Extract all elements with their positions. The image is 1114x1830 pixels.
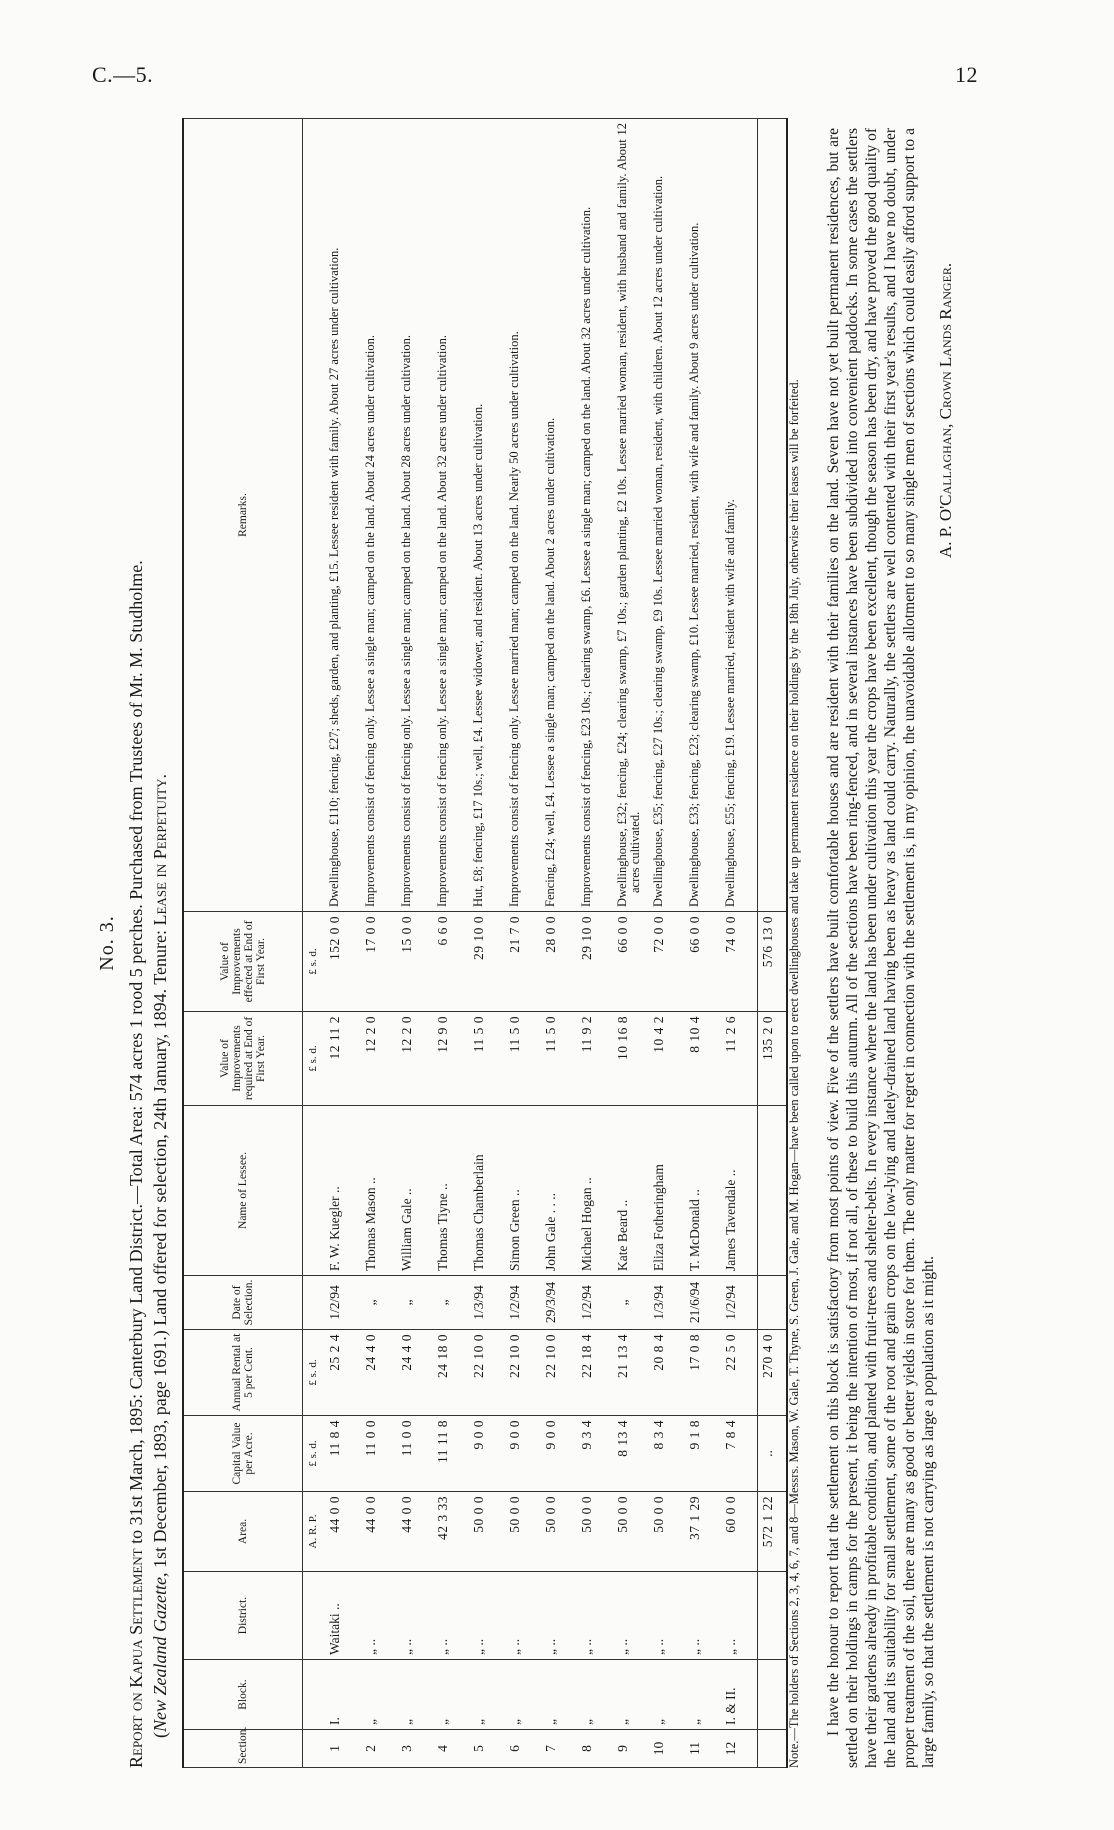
cell-eff: 66 0 0 [685,912,721,1012]
report-body: I have the honour to report that the settlement on this block is satisfactory from most points of view. Five of the settlers have built comfortable houses and are resident with their families on the land. Seven have not yet built permanent residences, but are settled on their holdings in camps for the present, it being the intention of most, if not all, of these to build this autumn. All of the sections have been ring-fenced, and in several instances have been subdivided into convenient paddocks. In some cases the settlers have their gardens already in profitable condition, and planted with fruit-trees and shelter-belts. In every instance where the land has been under cultivation this year the crops have been excellent, though the season has been dry, and have proved the good quality of the land and its suitability for small settlement, some of the root and grain crops on the low-lying and lately-drained land having been as heavy as land could carry. Naturally, the settlers are well contented with their first year's results, and I have no doubt, under proper treatment of the soil, there are many as good or better yields in store for them. The only matter for regret in connection with the settlement is, in my opinion, the unavoidable allotment to so many single men of sections which could easily afford support to a large family, so that the settlement is not carrying as large a population as it might. [825,128,937,1768]
table-row [361,119,397,1768]
cell-capital: 11 0 0 [397,1416,433,1492]
cell-eff: 152 0 0 [325,912,361,1012]
cell-lessee: Thomas Mason .. [361,1106,397,1276]
cell-district: „ .. [397,1572,433,1660]
cell-rental: 22 18 4 [577,1330,613,1416]
units-row [303,119,326,1768]
total-empty [758,1730,788,1768]
cell-date: „ [397,1276,433,1330]
cell-date: 1/3/94 [649,1276,685,1330]
total-rental: 270 4 0 [758,1330,788,1416]
total-area: 572 1 22 [758,1492,788,1572]
cell-section: 11 [685,1730,721,1768]
cell-area: 50 0 0 [577,1492,613,1572]
report-label: Report on Kapua Settlement [126,1548,146,1768]
eff-units: £ s. d. [303,912,326,1012]
cell-section: 2 [361,1730,397,1768]
cell-remarks: Improvements consist of fencing only. Lessee a single man; camped on the land. About 32 acres under cultivation. [433,119,469,912]
total-empty [758,1572,788,1660]
page-reference: C.—5. [92,62,154,87]
cell-date: 1/2/94 [325,1276,361,1330]
cell-capital: 8 13 4 [613,1416,649,1492]
cell-date: „ [613,1276,649,1330]
cell-area: 60 0 0 [721,1492,758,1572]
table-row [685,119,721,1768]
cell-capital: 9 0 0 [505,1416,541,1492]
total-eff: 576 13 0 [758,912,788,1012]
cell-rental: 21 13 4 [613,1330,649,1416]
cell-eff: 66 0 0 [613,912,649,1012]
cell-area: 50 0 0 [469,1492,505,1572]
cell-date: 1/3/94 [469,1276,505,1330]
cell-date: 1/2/94 [505,1276,541,1330]
req-units: £ s. d. [303,1012,326,1106]
signature [936,263,956,558]
cell-eff: 72 0 0 [649,912,685,1012]
cell-rental: 22 10 0 [505,1330,541,1416]
section-title: No. 3. [96,915,118,971]
col-eff: Value of Improvements effected at End of First Year. [183,912,303,1012]
cell-area: 50 0 0 [613,1492,649,1572]
cell-area: 44 0 0 [361,1492,397,1572]
cell-capital: 9 1 8 [685,1416,721,1492]
page-number: 12 [955,62,978,87]
cell-eff: 74 0 0 [721,912,758,1012]
cell-remarks: Fencing, £24; well, £4. Lessee a single man; camped on the land. About 2 acres under cultivation. [541,119,577,912]
cell-district: „ .. [433,1572,469,1660]
cell-date: 21/6/94 [685,1276,721,1330]
cell-area: 42 3 33 [433,1492,469,1572]
cell-lessee: Michael Hogan .. [577,1106,613,1276]
cell-eff: 17 0 0 [361,912,397,1012]
cell-section: 7 [541,1730,577,1768]
col-section: Section. [183,1730,303,1768]
cell-rental: 24 4 0 [397,1330,433,1416]
signature-text: A. P. O'Callaghan, Crown Lands Ranger. [936,262,955,558]
col-rental: Annual Rental at 5 per Cent. [183,1330,303,1416]
cell-rental: 22 10 0 [469,1330,505,1416]
cell-lessee: Thomas Chamberlain [469,1106,505,1276]
cell-req: 10 4 2 [649,1012,685,1106]
cell-area: 50 0 0 [649,1492,685,1572]
col-lessee: Name of Lessee. [183,1106,303,1276]
cell-eff: 6 6 0 [433,912,469,1012]
cell-date: 1/2/94 [721,1276,758,1330]
table-row [505,119,541,1768]
cell-area: 50 0 0 [505,1492,541,1572]
cell-lessee: William Gale .. [397,1106,433,1276]
gazette-name: New Zealand Gazette [150,1577,170,1732]
cell-remarks: Dwellinghouse, £33; fencing, £23; clearing swamp, £10. Lessee married, resident, with wife and family. About 9 acres under cultivation. [685,119,721,912]
cell-req: 11 9 2 [577,1012,613,1106]
cell-date: „ [433,1276,469,1330]
table-row [469,119,505,1768]
cell-lessee: Kate Beard .. [613,1106,649,1276]
cell-req: 11 5 0 [469,1012,505,1106]
table-row [325,119,361,1768]
col-capital: Capital Value per Acre. [183,1416,303,1492]
col-req: Value of Improvements required at End of First Year. [183,1012,303,1106]
cell-capital: 8 3 4 [649,1416,685,1492]
cell-capital: 7 8 4 [721,1416,758,1492]
table-row [649,119,685,1768]
cell-section: 8 [577,1730,613,1768]
col-area: Area. [183,1492,303,1572]
cell-remarks: Dwellinghouse, £110; fencing, £27; sheds, garden, and planting, £15. Lessee resident with family. About 27 acres under cultivation. [325,119,361,912]
cell-lessee: John Gale . . .. [541,1106,577,1276]
cell-lessee: James Tavendale .. [721,1106,758,1276]
cell-area: 44 0 0 [397,1492,433,1572]
cell-date: 1/2/94 [577,1276,613,1330]
report-heading-rest: to 31st March, 1895: Canterbury Land District.—Total Area: 574 acres 1 rood 5 perches. Purchased from Trustees of Mr. M. Studholme. [126,560,146,1544]
report-heading-line-2: (New Zealand Gazette, 1st December, 1893, page 1691.) Land offered for selection, 24th January, 1894. Tenure: Lease in Perpetuity. [150,774,170,1738]
cell-area: 50 0 0 [541,1492,577,1572]
cell-rental: 25 2 4 [325,1330,361,1416]
cell-district: „ .. [505,1572,541,1660]
cell-block: „ [397,1660,433,1730]
table-body [303,119,788,1768]
cell-eff: 28 0 0 [541,912,577,1012]
cell-district: „ .. [613,1572,649,1660]
cell-req: 12 2 0 [361,1012,397,1106]
col-district: District. [183,1572,303,1660]
col-remarks: Remarks. [183,119,303,912]
cell-req: 12 2 0 [397,1012,433,1106]
cell-eff: 15 0 0 [397,912,433,1012]
cell-lessee: Simon Green .. [505,1106,541,1276]
total-empty [758,1106,788,1276]
cell-req: 12 9 0 [433,1012,469,1106]
cell-req: 11 2 6 [721,1012,758,1106]
cell-block: „ [577,1660,613,1730]
cell-req: 10 16 8 [613,1012,649,1106]
table-row [577,119,613,1768]
cell-district: „ .. [541,1572,577,1660]
area-units: A. R. P. [303,1492,326,1572]
cell-rental: 24 4 0 [361,1330,397,1416]
cell-block: I. & II. [721,1660,758,1730]
cell-district: „ .. [361,1572,397,1660]
cell-section: 10 [649,1730,685,1768]
rotated-content [96,118,976,1768]
cell-req: 12 11 2 [325,1012,361,1106]
cell-lessee: T. McDonald .. [685,1106,721,1276]
total-req: 135 2 0 [758,1012,788,1106]
cell-date: 29/3/94 [541,1276,577,1330]
cell-eff: 29 10 0 [469,912,505,1012]
cell-block: „ [469,1660,505,1730]
cell-capital: 11 11 8 [433,1416,469,1492]
table-row [613,119,649,1768]
cell-req: 8 10 4 [685,1012,721,1106]
capital-units: £ s. d. [303,1416,326,1492]
cell-capital: 9 0 0 [469,1416,505,1492]
note-paragraph: Note.—The holders of Sections 2, 3, 4, 6, 7, and 8—Messrs. Mason, W. Gale, T. Thyne, S. Green, J. Gale, and M. Hogan—have been called upon to erect dwellinghouses and take up permanent residence on their holdings by the 18th July, otherwise their leases will be forfeited. [787,379,801,1768]
cell-req: 11 5 0 [541,1012,577,1106]
cell-section: 9 [613,1730,649,1768]
cell-capital: 9 0 0 [541,1416,577,1492]
cell-area: 37 1 29 [685,1492,721,1572]
cell-district: „ .. [469,1572,505,1660]
cell-remarks: Improvements consist of fencing only. Lessee married man; camped on the land. Nearly 50 acres under cultivation. [505,119,541,912]
col-date: Date of Selection. [183,1276,303,1330]
table-row [541,119,577,1768]
cell-section: 12 [721,1730,758,1768]
cell-block: „ [685,1660,721,1730]
cell-district: Waitaki .. [325,1572,361,1660]
cell-remarks: Dwellinghouse, £35; fencing, £27 10s.; clearing swamp, £9 10s. Lessee married woman, resident, with children. About 12 acres under cultivation. [649,119,685,912]
cell-block: „ [505,1660,541,1730]
cell-capital: 11 8 4 [325,1416,361,1492]
cell-block: „ [541,1660,577,1730]
cell-area: 44 0 0 [325,1492,361,1572]
cell-section: 6 [505,1730,541,1768]
cell-rental: 22 5 0 [721,1330,758,1416]
cell-remarks: Improvements consist of fencing, £23 10s.; clearing swamp, £6. Lessee a single man; camped on the land. About 32 acres under cultivation. [577,119,613,912]
cell-rental: 24 18 0 [433,1330,469,1416]
cell-section: 1 [325,1730,361,1768]
table-row [433,119,469,1768]
total-empty [758,1276,788,1330]
total-empty [758,119,788,912]
cell-lessee: F. W. Kuegler .. [325,1106,361,1276]
cell-block: I. [325,1660,361,1730]
cell-rental: 20 8 4 [649,1330,685,1416]
cell-capital: 11 0 0 [361,1416,397,1492]
cell-lessee: Eliza Fotheringham [649,1106,685,1276]
cell-lessee: Thomas Tiyne .. [433,1106,469,1276]
cell-req: 11 5 0 [505,1012,541,1106]
cell-remarks: Dwellinghouse, £55; fencing, £19. Lessee married, resident with wife and family. [721,119,758,912]
totals-row [758,119,788,1768]
cell-remarks: Hut, £8; fencing, £17 10s.; well, £4. Lessee widower, and resident. About 13 acres under cultivation. [469,119,505,912]
cell-section: 4 [433,1730,469,1768]
report-heading-line-1 [126,118,147,1768]
cell-block: „ [649,1660,685,1730]
cell-remarks: Dwellinghouse, £32; fencing, £24; clearing swamp, £7 10s.; garden planting, £2 10s. Lessee married woman, resident, with husband and family. About 12 acres cultivated. [613,119,649,912]
cell-district: „ .. [577,1572,613,1660]
cell-block: „ [613,1660,649,1730]
rental-units: £ s. d. [303,1330,326,1416]
cell-remarks: Improvements consist of fencing only. Lessee a single man; camped on the land. About 28 acres under cultivation. [397,119,433,912]
cell-eff: 21 7 0 [505,912,541,1012]
cell-eff: 29 10 0 [577,912,613,1012]
table-row [397,119,433,1768]
table-header-row [183,119,303,1768]
cell-capital: 9 3 4 [577,1416,613,1492]
cell-remarks: Improvements consist of fencing only. Lessee a single man; camped on the land. About 24 acres under cultivation. [361,119,397,912]
total-capital: .. [758,1416,788,1492]
cell-block: „ [433,1660,469,1730]
settlement-table [182,118,788,1768]
cell-date: „ [361,1276,397,1330]
cell-section: 3 [397,1730,433,1768]
cell-district: „ .. [685,1572,721,1660]
cell-district: „ .. [649,1572,685,1660]
table-row [721,119,758,1768]
cell-rental: 17 0 8 [685,1330,721,1416]
col-block: Block. [183,1660,303,1730]
cell-district: „ .. [721,1572,758,1660]
tenure: Lease in Perpetuity. [150,774,170,926]
total-empty [758,1660,788,1730]
cell-section: 5 [469,1730,505,1768]
cell-block: „ [361,1660,397,1730]
cell-rental: 22 10 0 [541,1330,577,1416]
gazette-details: , 1st December, 1893, page 1691.) Land offered for selection, 24th January, 1894. Tenure: [150,930,170,1577]
